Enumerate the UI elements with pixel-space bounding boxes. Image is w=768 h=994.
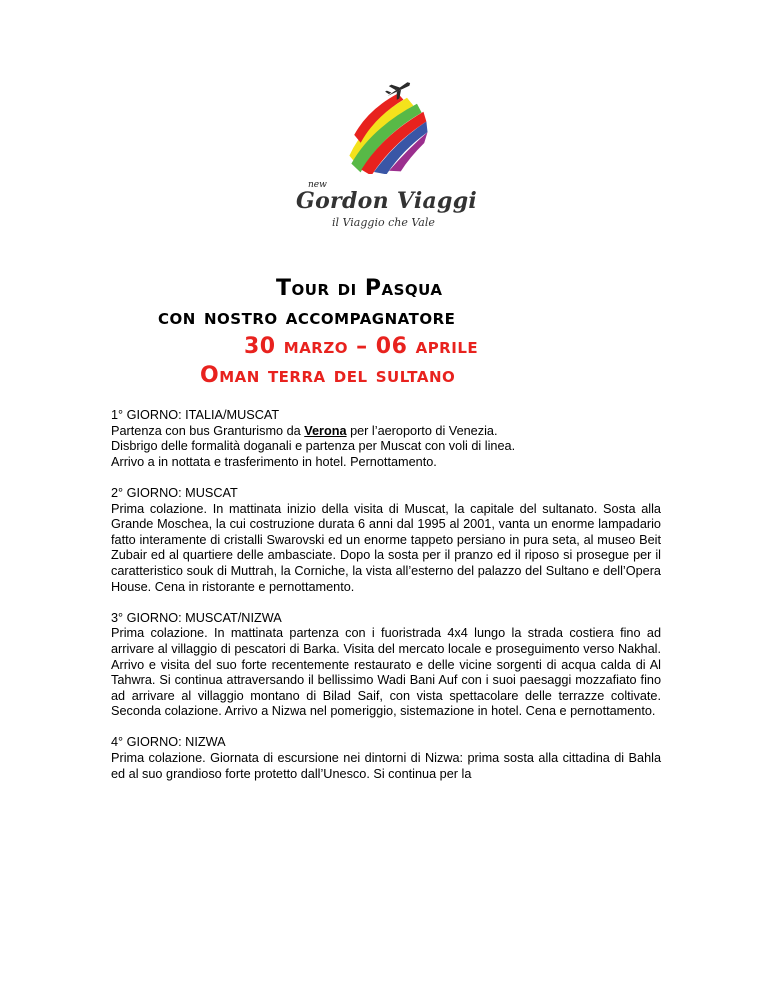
day-heading: 2° GIORNO: MUSCAT: [111, 485, 238, 500]
day-text: Prima colazione. Giornata di escursione nei dintorni di Nizwa: prima sosta alla cittadina di Bahla ed al suo grandioso forte protetto dall’Unesco. Si continua per la: [111, 751, 661, 781]
day-1: [111, 408, 661, 470]
day-heading: 3° GIORNO: MUSCAT/NIZWA: [111, 610, 282, 625]
day-4: [111, 735, 661, 782]
text-segment: per l’aeroporto di Venezia.: [346, 423, 498, 438]
day-text: Prima colazione. In mattinata inizio della visita di Muscat, la capitale del sultanato. Sosta alla Grande Moschea, la cui costruzione durata 6 anni dal 1995 al 2001, vanta un enorme lampadario fatto interamente di cristalli Swarovski ed un enorme tappeto persiano in pura seta, al museo Beit Zubair ed al quartiere delle ambasciate. Dopo la sosta per il pranzo ed il riposo si prosegue per il caratteristico souk di Muttrah, la Corniche, la vista all’esterno del palazzo del Sultano e dell’Opera House. Cena in ristorante e pernottamento.: [111, 501, 661, 594]
title-destination: Oman terra del sultano: [200, 363, 456, 388]
logo-swirl-icon: [330, 76, 440, 174]
brand-name: Gordon Viaggi: [296, 188, 478, 214]
day-text-line: Disbrigo delle formalità doganali e partenza per Muscat con voli di linea.: [111, 439, 516, 454]
brand-tagline: il Viaggio che Vale: [332, 216, 435, 229]
company-logo: [296, 76, 476, 236]
day-text-line: [111, 424, 661, 440]
day-2: [111, 486, 661, 595]
day-text-line: Arrivo a in nottata e trasferimento in hotel. Pernottamento.: [111, 454, 437, 469]
day-text: Prima colazione. In mattinata partenza con i fuoristrada 4x4 lungo la strada costiera fino ad arrivare al villaggio di pescatori di Barka. Visita del mercato locale e proseguimento verso Nakhal. Arrivo e visita del suo forte recentemente restaurato e delle vicine sorgenti di acqua calda di Al Tahwra. Si continua attraversando il bellissimo Wadi Bani Auf con i suoi paesaggi mozzafiato fino ad arrivare al villaggio montano di Bilad Saif, con vista spettacolare delle terrazze coltivate. Seconda colazione. Arrivo a Nizwa nel pomeriggio, sistemazione in hotel. Cena e pernottamento.: [111, 626, 661, 719]
brand-new-label: new: [308, 180, 327, 190]
highlight-city: Verona: [304, 423, 347, 438]
text-segment: Partenza con bus Granturismo da: [111, 423, 305, 438]
title-line-2: con nostro accompagnatore: [158, 305, 456, 330]
day-heading: 1° GIORNO: ITALIA/MUSCAT: [111, 408, 280, 422]
title-dates: 30 marzo – 06 aprile: [244, 334, 479, 359]
itinerary: [111, 408, 661, 798]
day-heading: 4° GIORNO: NIZWA: [111, 735, 226, 750]
day-3: [111, 611, 661, 720]
title-line-1: Tour di Pasqua: [276, 276, 443, 301]
